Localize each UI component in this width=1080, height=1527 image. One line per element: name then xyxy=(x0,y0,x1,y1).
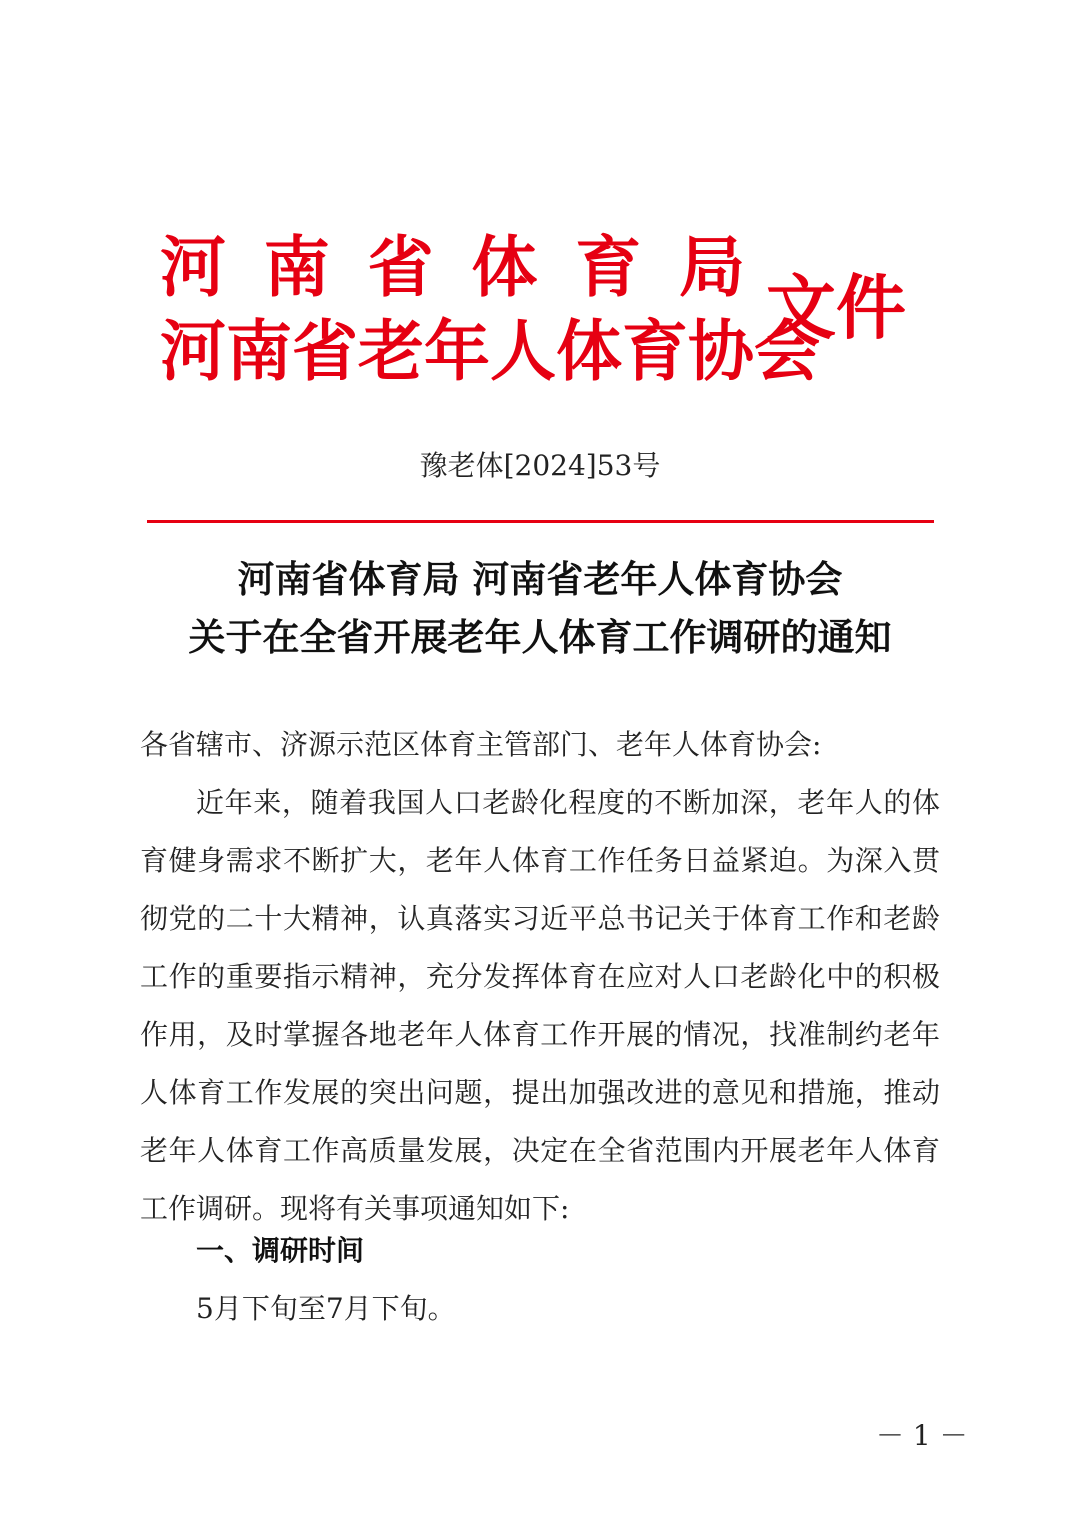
section-heading: 一、调研时间 xyxy=(196,1234,365,1267)
issuer-name-line-2: 河南省老年人体育协会 xyxy=(160,313,820,390)
body-paragraph: 近年来，随着我国人口老龄化程度的不断加深，老年人的体育健身需求不断扩大，老年人体育工作任务日益紧迫。为深入贯彻党的二十大精神，认真落实习近平总书记关于体育工作和老龄工作的重要指示精神，充分发挥体育在应对人口老龄化中的积极作用，及时掌握各地老年人体育工作开展的情况，找准制约老年人体育工作发展的突出问题，提出加强改进的意见和措施，推动老年人体育工作高质量发展，决定在全省范围内开展老年人体育工作调研。现将有关事项通知如下: xyxy=(140,786,940,1225)
red-divider-line xyxy=(147,520,934,523)
section-content: 5月下旬至7月下旬。 xyxy=(196,1292,456,1325)
document-number: 豫老体[2024]53号 xyxy=(419,449,661,482)
document-title-line-2: 关于在全省开展老年人体育工作调研的通知 xyxy=(188,616,892,659)
document-type-label: 文件 xyxy=(766,267,906,349)
page-number: － 1 － xyxy=(876,1419,968,1452)
salutation: 各省辖市、济源示范区体育主管部门、老年人体育协会: xyxy=(140,728,822,761)
issuer-name-line-1: 河南省体育局 xyxy=(160,229,745,306)
document-title-line-1: 河南省体育局 河南省老年人体育协会 xyxy=(237,558,843,601)
